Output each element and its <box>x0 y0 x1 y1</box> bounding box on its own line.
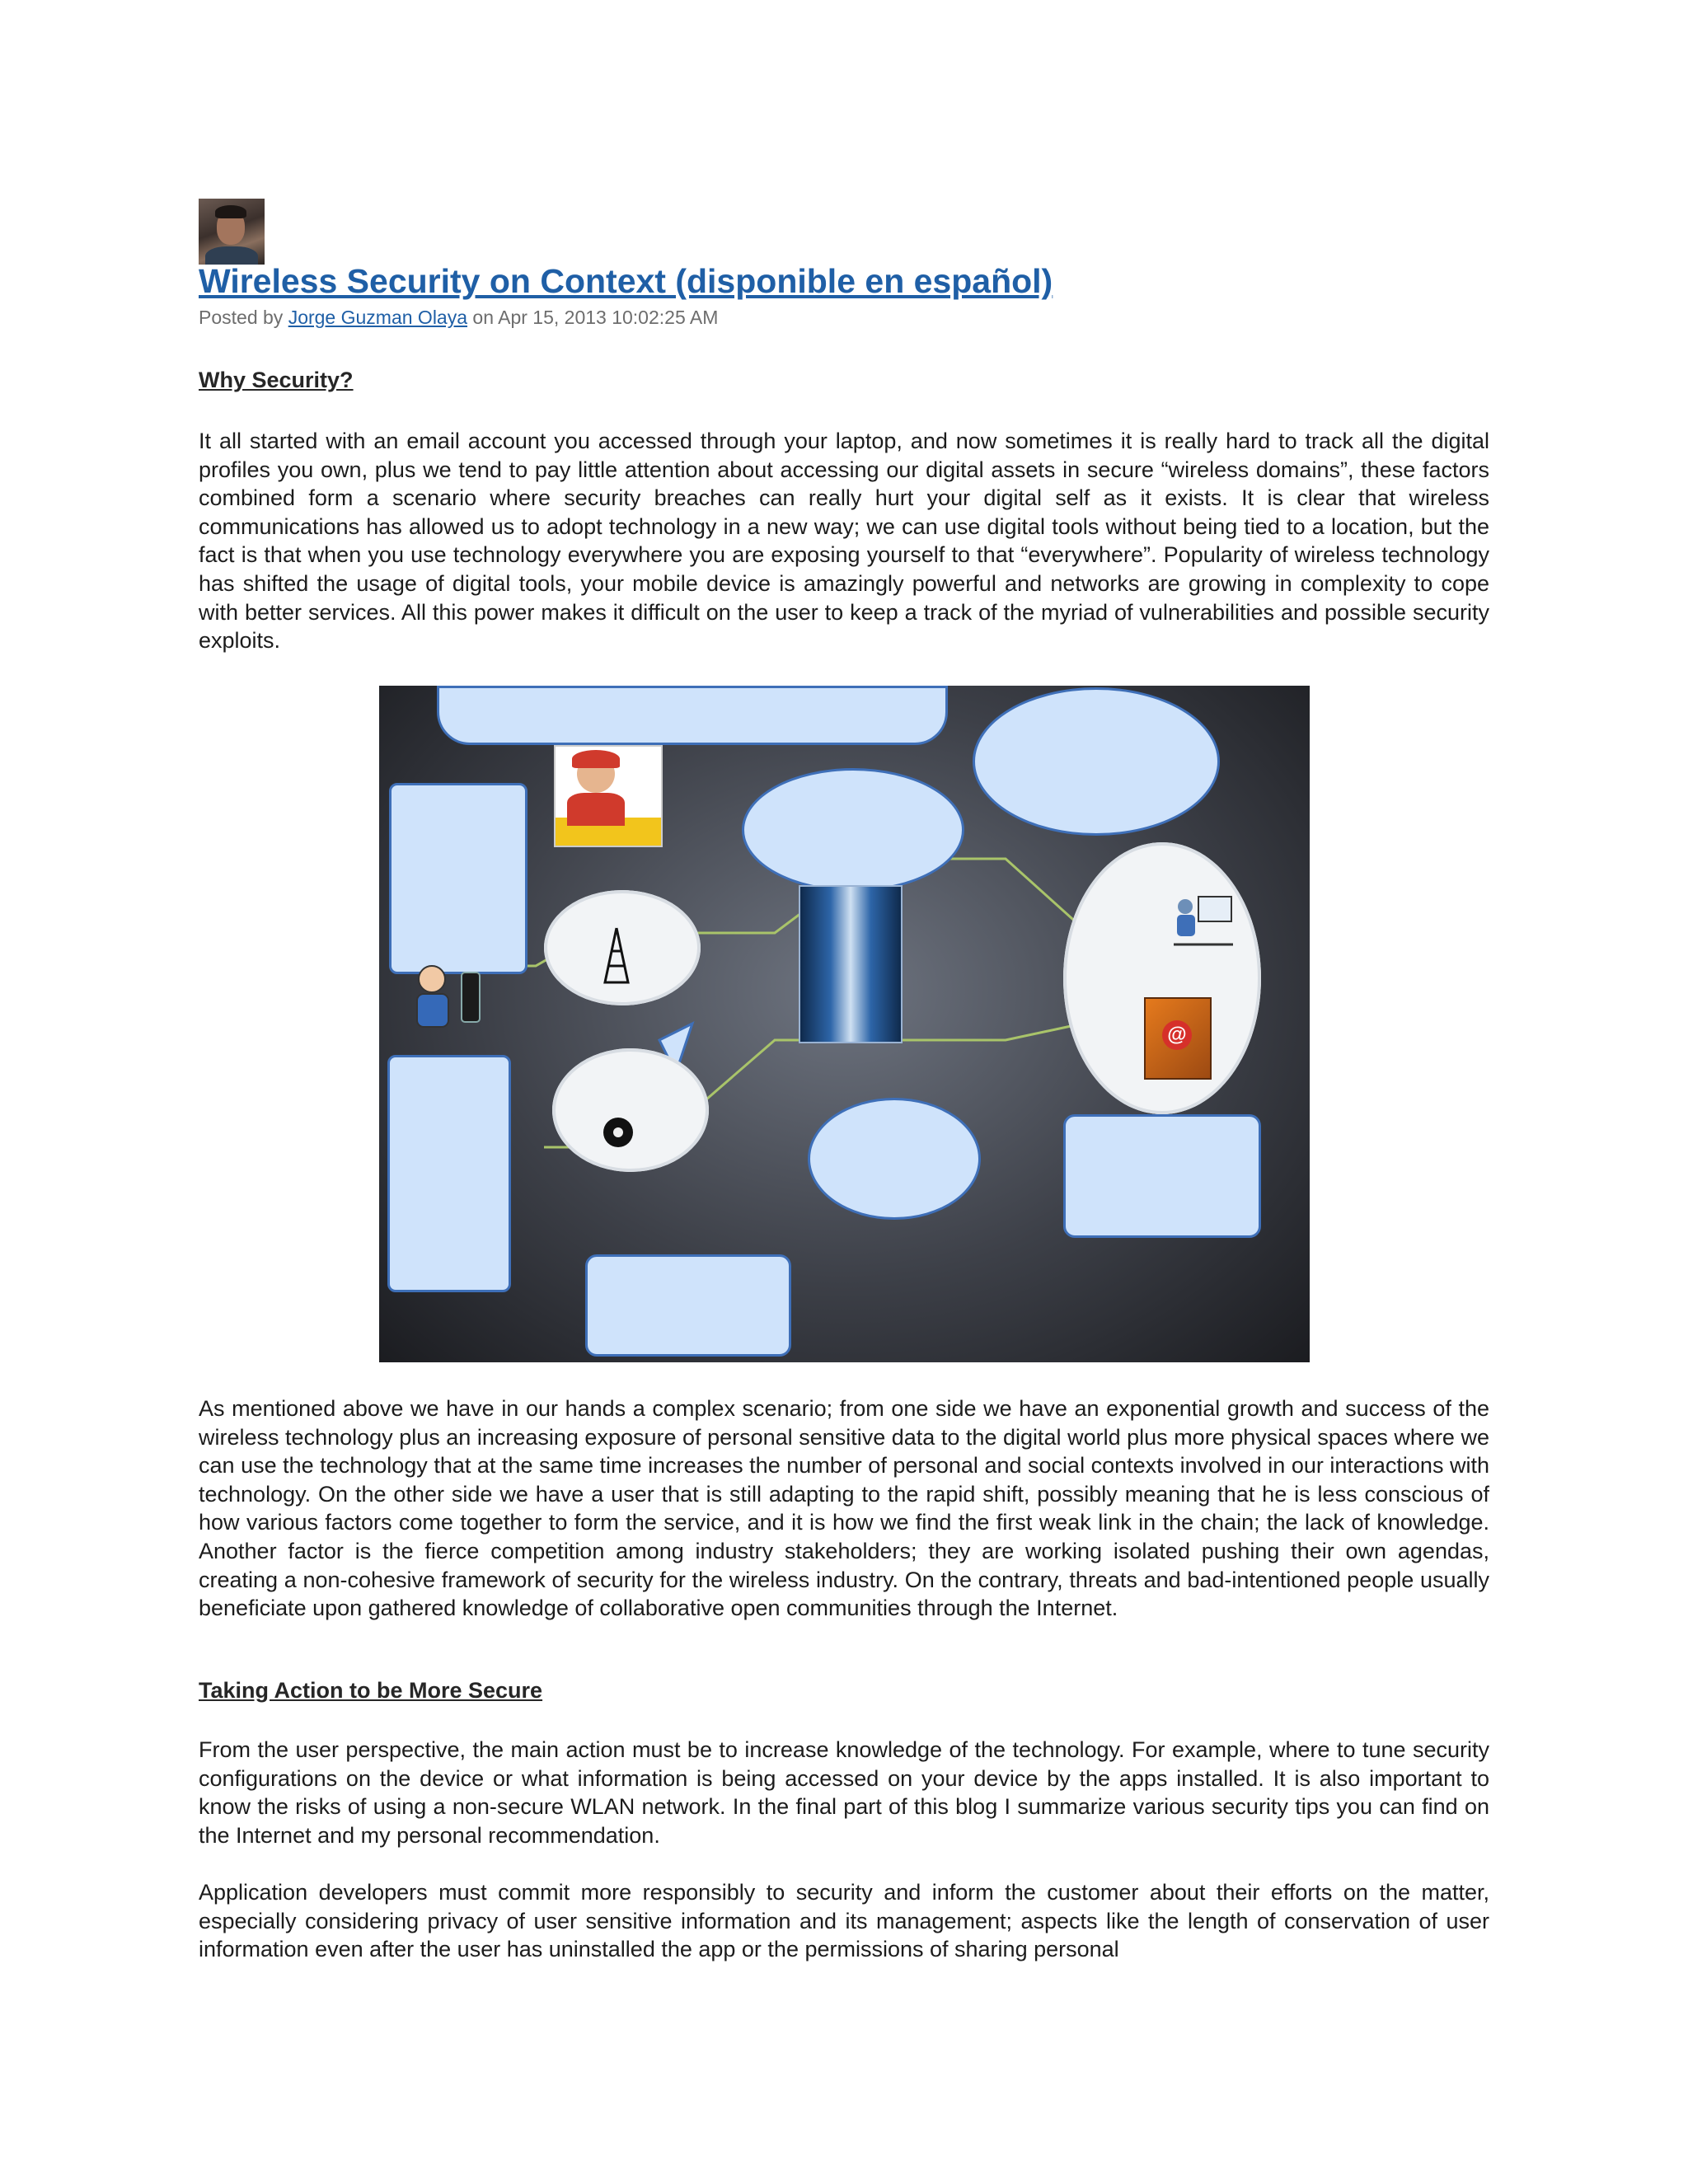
bubble-wlan-access <box>585 1254 791 1357</box>
paragraph-why-security: It all started with an email account you accessed through your laptop, and now sometimes it is really hard to track all the digital profiles you own, plus we tend to pay little attention about accessing our digital assets in secure “wireless domains”, these factors combined form a scenario where security breaches can really hurt your digital self as it exists. It is clear that wireless communications has allowed us to adopt technology in a new way; we can use digital tools without being tied to a location, but the fact is that when you use technology everywhere you are exposing yourself to that “everywhere”. Popularity of wireless technology has shifted the usage of digital tools, your mobile device is amazingly powerful and networks are growing in complexity to cope with better services. All this power makes it difficult on the user to keep a track of the myriad of vulnerabilities and possible security exploits. <box>199 429 1489 654</box>
post-title-link[interactable]: Wireless Security on Context (disponible en español) <box>199 262 1053 300</box>
cloud-wlan <box>552 1048 709 1172</box>
paragraph-application-developers: Application developers must commit more responsibly to security and inform the customer about their efforts on the matter, especially considering privacy of user sensitive information and its management; aspects like the length of conservation of user information even after the user has uninstalled the app or the permissions of sharing personal <box>199 1880 1489 1962</box>
paragraph-user-perspective: From the user perspective, the main action must be to increase knowledge of the technology. For example, where to tune security configurations on the device or what information is being accessed on your device by the apps installed. It is also important to know the risks of using a non-secure WLAN network. In the final part of this blog I summarize various security tips you can find on the Internet and my personal recommendation. <box>199 1737 1489 1848</box>
author-avatar[interactable] <box>199 199 265 265</box>
post-meta <box>199 307 718 329</box>
support-body <box>567 793 625 826</box>
server-room-picture <box>799 885 903 1043</box>
computer-user-icon <box>1170 892 1236 949</box>
posted-by-label: Posted by <box>199 307 284 328</box>
heading-taking-action: Taking Action to be More Secure <box>199 1678 543 1703</box>
avatar-hair <box>215 205 246 218</box>
support-agent-picture <box>554 745 663 847</box>
bubble-app-stores <box>1063 1114 1261 1238</box>
paragraph-complex-scenario: As mentioned above we have in our hands a complex scenario; from one side we have an exponential growth and success of the wireless technology plus an increasing exposure of personal sensitive data to the digital world plus more physical spaces where we can use the technology that at the same time increases the number of personal and social contexts involved in our interactions with technology. On the other side we have a user that is still adapting to the rapid shift, possibly meaning that he is less conscious of how various factors come together to form the service, and it is how we find the first weak link in the chain; the lack of knowledge. Another factor is the fierce competition among industry stakeholders; they are working isolated pushing their own agendas, creating a non-cohesive framework of security for the wireless industry. On the contrary, threats and bad-intentioned people usually beneficiate upon gathered knowledge of collaborative open communities through the Internet. <box>199 1396 1489 1621</box>
cell-tower-icon <box>600 926 633 984</box>
bubble-network-core <box>808 1098 981 1220</box>
wifi-router-icon <box>600 1114 636 1151</box>
bubble-cellular-access <box>742 768 964 892</box>
wireless-security-infographic <box>379 686 1310 1362</box>
bubble-os <box>973 687 1220 836</box>
at-sign-icon: @ <box>1162 1020 1192 1050</box>
app-store-bag-picture <box>1144 997 1212 1080</box>
bubble-mobile-device <box>387 1055 511 1292</box>
mobile-user-icon <box>399 958 490 1048</box>
bubble-user <box>389 783 528 974</box>
heading-why-security: Why Security? <box>199 368 354 392</box>
support-hat <box>572 750 620 768</box>
bubble-support-units <box>437 686 948 745</box>
post-date: on Apr 15, 2013 10:02:25 AM <box>472 307 719 328</box>
author-link[interactable]: Jorge Guzman Olaya <box>288 307 468 328</box>
